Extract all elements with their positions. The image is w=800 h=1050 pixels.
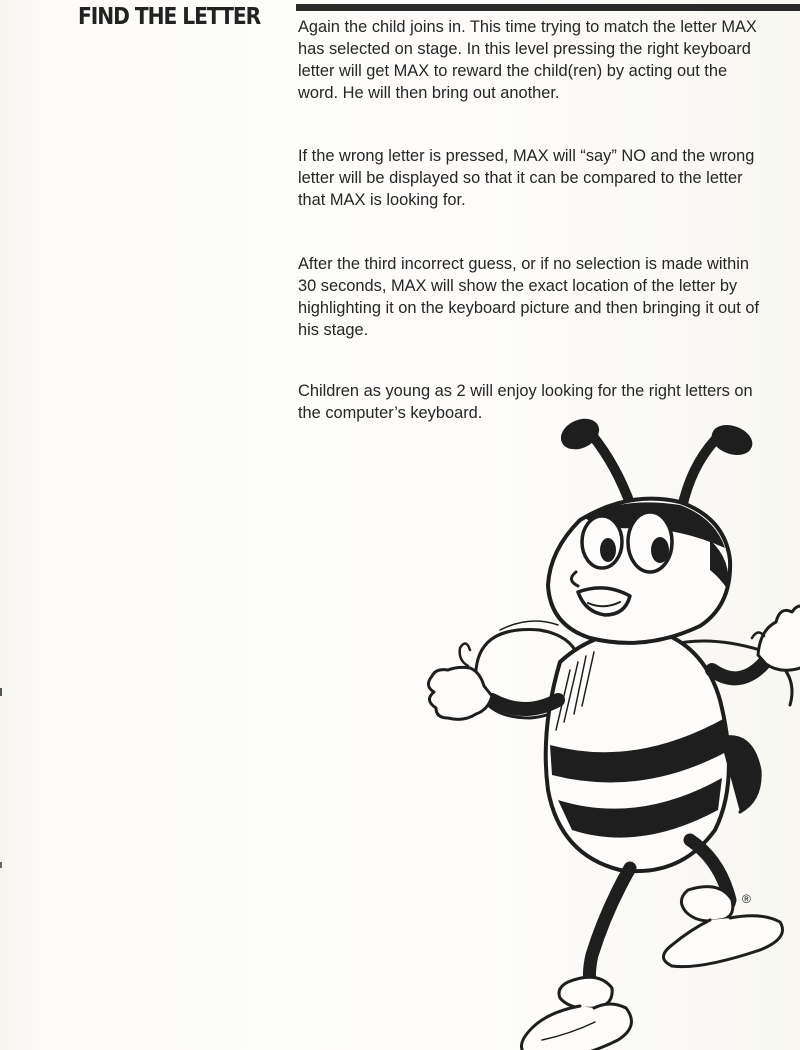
- paragraph-wrong-letter: If the wrong letter is pressed, MAX will “say” NO and the wrong letter will be displayed so that it can be compared to the letter that MAX is looking for.: [298, 147, 755, 209]
- page-edge-mark: [0, 862, 2, 868]
- registered-mark: ®: [742, 892, 751, 906]
- paragraph-intro: Again the child joins in. This time trying to match the letter MAX has selected on stage. In this level pressing the right keyboard letter will get MAX to reward the child(ren) by acting out the word. He will then bring out another.: [298, 18, 757, 102]
- max-bee-mascot-icon: [380, 400, 800, 1050]
- page-edge-mark: [0, 688, 2, 696]
- paragraph-age: Children as young as 2 will enjoy looking for the right letters on the computer’s keyboard.: [298, 382, 753, 422]
- header-rule: [296, 4, 800, 11]
- paragraph-third-guess: After the third incorrect guess, or if no selection is made within 30 seconds, MAX will show the exact location of the letter by highlighting it on the keyboard picture and then bringing it out of his stage.: [298, 255, 760, 339]
- section-title: FIND THE LETTER: [78, 4, 261, 30]
